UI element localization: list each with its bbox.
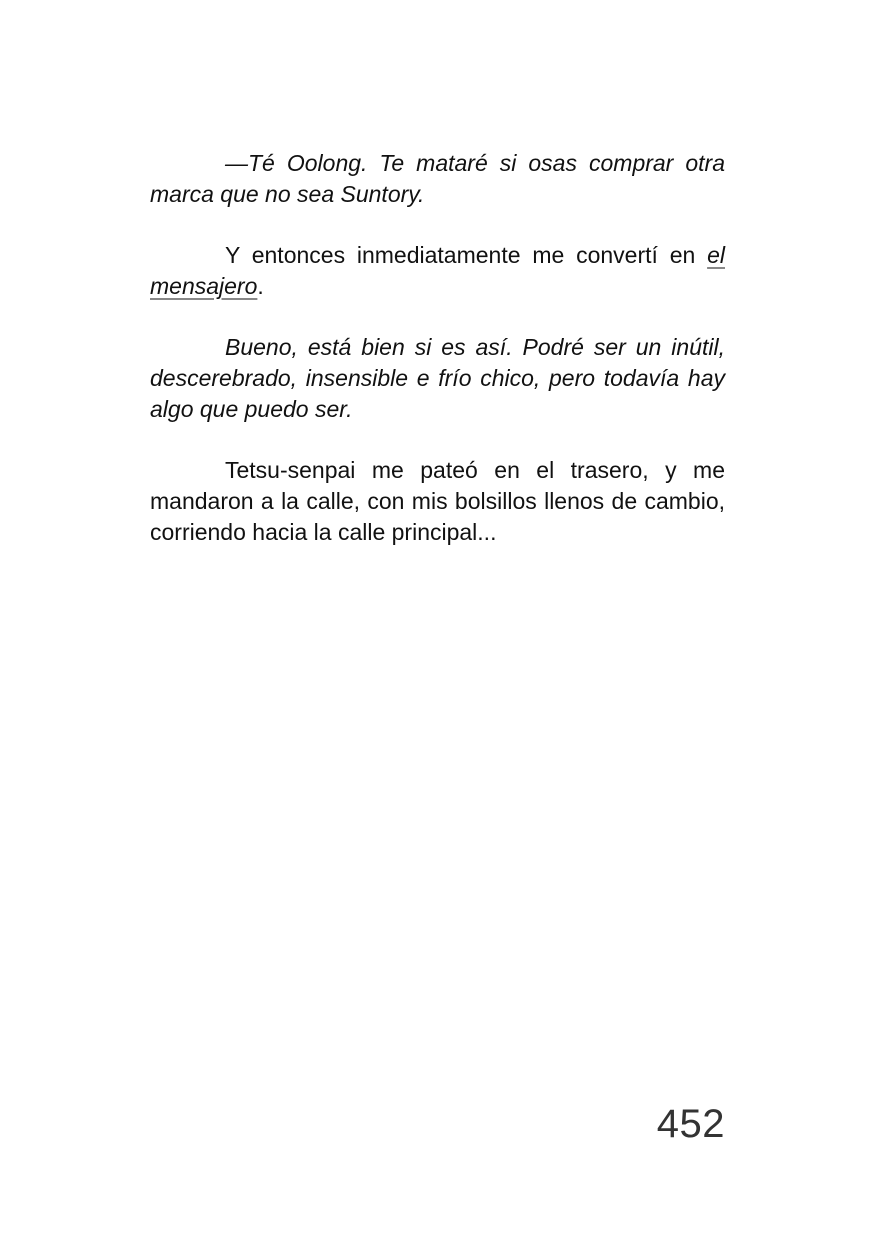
paragraph-messenger	[150, 240, 725, 302]
paragraph-messenger-text: Y entonces inmediatamente me convertí en	[225, 242, 708, 268]
paragraph-messenger-end: .	[257, 273, 264, 299]
paragraph-thought: Bueno, está bien si es así. Podré ser un inútil, descerebrado, insensible e frío chico, pero todavía hay algo que puedo ser.	[150, 334, 725, 422]
body-text	[150, 148, 725, 578]
paragraph-narration: Tetsu-senpai me pateó en el trasero, y me mandaron a la calle, con mis bolsillos llenos de cambio, corriendo hacia la calle principal...	[150, 457, 725, 545]
page-number: 452	[656, 1102, 725, 1146]
paragraph-dialogue: —Té Oolong. Te mataré si osas comprar otra marca que no sea Suntory.	[150, 150, 725, 207]
emphasized-phrase: el mensajero	[150, 242, 725, 299]
